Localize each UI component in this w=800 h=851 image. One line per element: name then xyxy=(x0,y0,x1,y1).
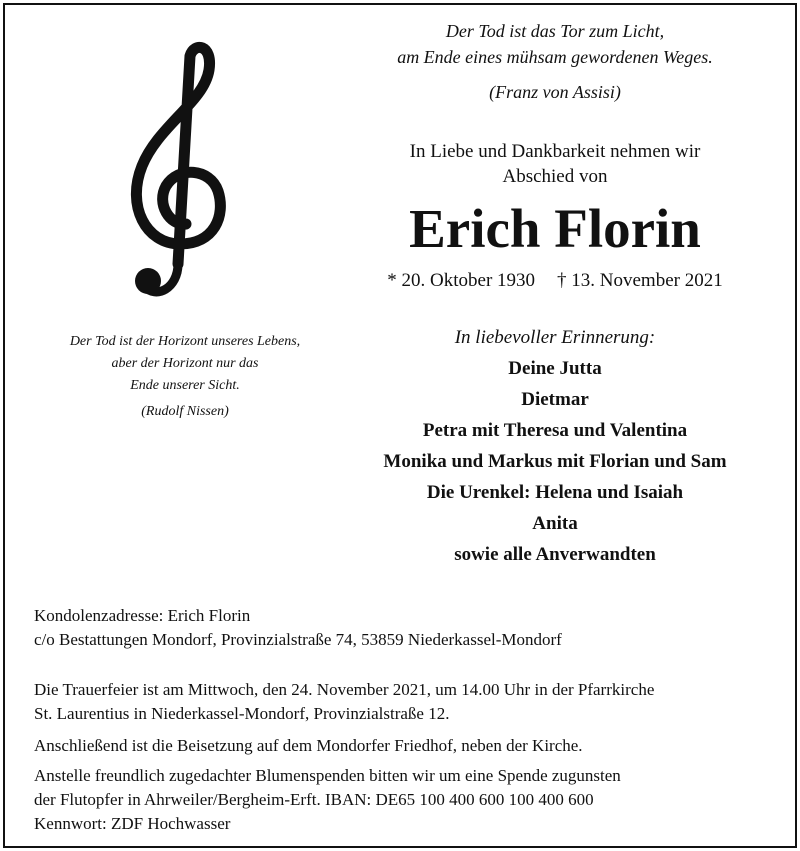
deceased-name: Erich Florin xyxy=(409,198,701,259)
mourner-name: Petra mit Theresa und Valentina xyxy=(422,420,688,441)
intro-line: Abschied von xyxy=(502,166,608,187)
mourner-name: Dietmar xyxy=(521,389,589,410)
mourner-list xyxy=(310,355,800,572)
left-quote-line: Ende unserer Sicht. xyxy=(130,378,240,393)
burial-info: Anschließend ist die Beisetzung auf dem Mondorfer Friedhof, neben der Kirche. xyxy=(34,736,583,755)
memory-heading: In liebevoller Erinnerung: xyxy=(454,327,656,348)
donation-info xyxy=(34,764,774,836)
left-quote-line: Der Tod ist der Horizont unseres Lebens, xyxy=(69,334,301,349)
donation-line: Kennwort: ZDF Hochwasser xyxy=(34,814,231,833)
address-line: Kondolenzadresse: Erich Florin xyxy=(34,606,251,625)
intro-line: In Liebe und Dankbarkeit nehmen wir xyxy=(409,141,701,162)
mourner-name: Die Urenkel: Helena und Isaiah xyxy=(426,482,684,503)
condolence-address xyxy=(34,604,774,652)
left-quote-source: (Rudolf Nissen) xyxy=(141,404,229,419)
treble-clef-icon xyxy=(118,36,236,306)
left-quote xyxy=(20,331,350,397)
donation-line: Anstelle freundlich zugedachter Blumenspenden bitten wir um eine Spende zugunsten xyxy=(34,766,621,785)
mourner-name: Anita xyxy=(532,513,578,534)
mourner-name: Monika und Markus mit Florian und Sam xyxy=(383,451,727,472)
announcement-intro xyxy=(330,139,780,189)
left-quote-line: aber der Horizont nur das xyxy=(111,356,259,371)
death-date: † 13. November 2021 xyxy=(557,270,723,291)
donation-line: der Flutopfer in Ahrweiler/Bergheim-Erft. IBAN: DE65 100 400 600 100 400 600 xyxy=(34,790,594,809)
life-dates xyxy=(340,270,770,292)
birth-date: * 20. Oktober 1930 xyxy=(387,270,536,291)
top-quote-line: Der Tod ist das Tor zum Licht, xyxy=(445,21,665,41)
top-quote-source: (Franz von Assisi) xyxy=(489,82,621,102)
mourner-name: sowie alle Anverwandten xyxy=(454,544,656,565)
funeral-info xyxy=(34,678,774,726)
funeral-line: Die Trauerfeier ist am Mittwoch, den 24. November 2021, um 14.00 Uhr in der Pfarrkirche xyxy=(34,680,655,699)
mourner-name: Deine Jutta xyxy=(508,358,602,379)
address-line: c/o Bestattungen Mondorf, Provinzialstraße 74, 53859 Niederkassel-Mondorf xyxy=(34,630,562,649)
top-quote-line: am Ende eines mühsam gewordenen Weges. xyxy=(397,47,713,67)
top-quote xyxy=(330,18,780,70)
funeral-line: St. Laurentius in Niederkassel-Mondorf, Provinzialstraße 12. xyxy=(34,704,450,723)
